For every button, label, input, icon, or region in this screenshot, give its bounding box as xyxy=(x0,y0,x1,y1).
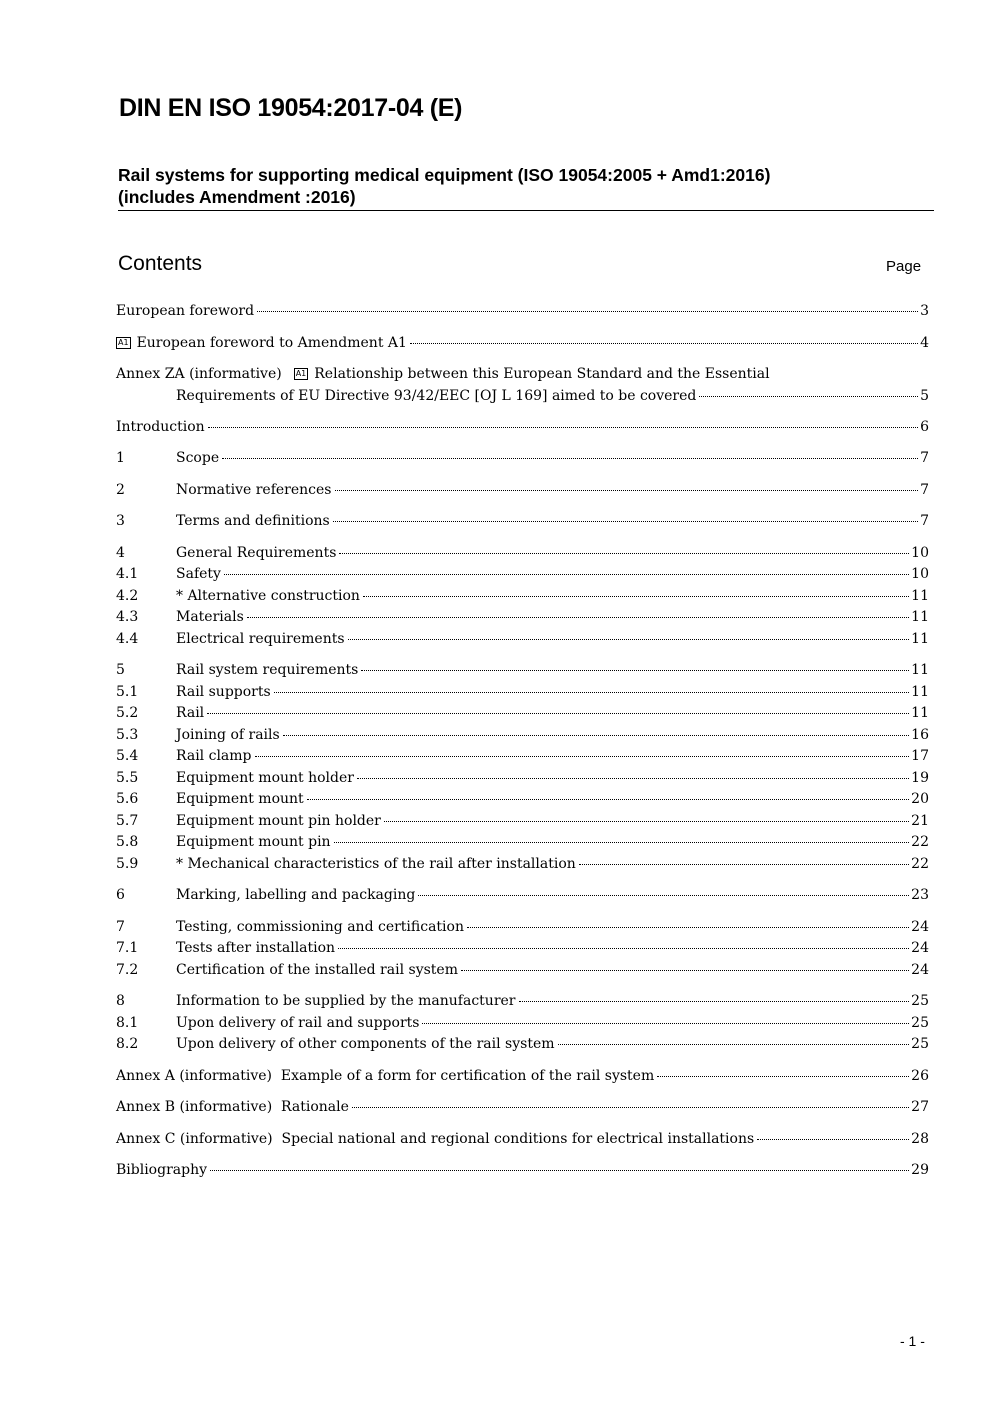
dot-leader xyxy=(274,692,910,693)
dot-leader xyxy=(461,970,909,971)
dot-leader xyxy=(333,521,918,522)
toc-entry[interactable] xyxy=(116,854,929,876)
toc-entry-page: 10 xyxy=(911,566,929,582)
toc-entry-title: Equipment mount holder xyxy=(176,770,354,786)
toc-entry-number: 4.1 xyxy=(116,566,139,582)
toc-entry-number: 7 xyxy=(116,919,125,935)
toc-entry-number: 5.1 xyxy=(116,684,139,700)
toc-entry-number: 8 xyxy=(116,993,125,1009)
toc-entry[interactable] xyxy=(116,364,929,408)
title-rule xyxy=(118,210,934,211)
toc-entry-title-line-2: Requirements of EU Directive 93/42/EEC [OJ L 169] aimed to be covered xyxy=(176,388,697,404)
toc-entry-page: 11 xyxy=(911,662,929,678)
toc-entry-page: 21 xyxy=(911,813,929,829)
toc-entry-title: * Alternative construction xyxy=(176,588,360,604)
toc-entry[interactable] xyxy=(116,301,929,323)
toc-entry-number: 6 xyxy=(116,887,125,903)
toc-entry-page: 11 xyxy=(911,588,929,604)
dot-leader xyxy=(283,735,909,736)
toc-entry-number: 5.6 xyxy=(116,791,139,807)
toc-entry-number: 5.5 xyxy=(116,770,139,786)
toc-entry-title: Upon delivery of rail and supports xyxy=(176,1015,420,1031)
dot-leader xyxy=(207,713,909,714)
toc-entry[interactable] xyxy=(116,660,929,682)
toc-entry-page: 3 xyxy=(920,303,929,319)
toc-entry-number: 7.1 xyxy=(116,940,139,956)
dot-leader xyxy=(699,396,918,397)
toc-entry-number: 4.2 xyxy=(116,588,139,604)
dot-leader xyxy=(334,842,910,843)
toc-entry-page: 7 xyxy=(920,482,929,498)
dot-leader xyxy=(255,756,910,757)
toc-entry-title: Rail xyxy=(176,705,205,721)
toc-entry[interactable] xyxy=(116,917,929,939)
toc-entry-title: European foreword xyxy=(116,303,255,319)
toc-entry-page: 27 xyxy=(911,1099,929,1115)
toc-entry-page: 11 xyxy=(911,631,929,647)
toc-entry[interactable] xyxy=(116,448,929,470)
toc-entry[interactable] xyxy=(116,885,929,907)
toc-entry-page: 16 xyxy=(911,727,929,743)
toc-entry-number: 3 xyxy=(116,513,125,529)
dot-leader xyxy=(519,1001,910,1002)
toc-entry-number: 7.2 xyxy=(116,962,139,978)
dot-leader xyxy=(352,1107,909,1108)
toc-entry[interactable] xyxy=(116,746,929,768)
toc-entry[interactable] xyxy=(116,1066,929,1088)
toc-entry-page: 25 xyxy=(911,1015,929,1031)
toc-entry-page: 24 xyxy=(911,940,929,956)
toc-entry-title: Introduction xyxy=(116,419,205,435)
toc-entry-title: Materials xyxy=(176,609,244,625)
toc-entry-page: 26 xyxy=(911,1068,929,1084)
toc-entry-page: 24 xyxy=(911,919,929,935)
toc-entry[interactable] xyxy=(116,1129,929,1151)
toc-entry[interactable] xyxy=(116,768,929,790)
toc-entry-number: 5 xyxy=(116,662,125,678)
toc-entry[interactable] xyxy=(116,960,929,982)
toc-entry[interactable] xyxy=(116,703,929,725)
toc-entry[interactable] xyxy=(116,1097,929,1119)
toc-entry-title: Annex A (informative) Example of a form for certification of the rail system xyxy=(116,1068,655,1084)
toc-entry[interactable] xyxy=(116,1034,929,1056)
dot-leader xyxy=(222,458,918,459)
toc-entry-title: General Requirements xyxy=(176,545,337,561)
toc-entry-title: Annex C (informative) Special national and regional conditions for electrical installations xyxy=(116,1131,755,1147)
dot-leader xyxy=(757,1139,909,1140)
toc-entry[interactable] xyxy=(116,586,929,608)
toc-entry-title: Equipment mount pin holder xyxy=(176,813,381,829)
amendment-a1-marker: A1 xyxy=(295,369,307,378)
toc-entry-page: 5 xyxy=(920,388,929,404)
toc-entry-number: 5.7 xyxy=(116,813,139,829)
toc-entry-title: Information to be supplied by the manufacturer xyxy=(176,993,516,1009)
toc-entry-page: 23 xyxy=(911,887,929,903)
toc-entry-page: 7 xyxy=(920,513,929,529)
toc-entry-page: 28 xyxy=(911,1131,929,1147)
toc-entry[interactable] xyxy=(116,1013,929,1035)
toc-entry-page: 11 xyxy=(911,684,929,700)
toc-entry-title: Marking, labelling and packaging xyxy=(176,887,416,903)
toc-entry-title: Rail clamp xyxy=(176,748,252,764)
toc-entry[interactable] xyxy=(116,811,929,833)
toc-entry-title: Rail system requirements xyxy=(176,662,359,678)
document-id: DIN EN ISO 19054:2017-04 (E) xyxy=(119,94,463,122)
dot-leader xyxy=(422,1023,909,1024)
toc-entry-title: * Mechanical characteristics of the rail after installation xyxy=(176,856,576,872)
toc-entry-number: 8.1 xyxy=(116,1015,139,1031)
dot-leader xyxy=(357,778,909,779)
toc-entry-title: Bibliography xyxy=(116,1162,207,1178)
toc-entry-number: 5.3 xyxy=(116,727,139,743)
toc-entry[interactable] xyxy=(116,789,929,811)
toc-entry-title: Scope xyxy=(176,450,220,466)
toc-entry[interactable] xyxy=(116,417,929,439)
toc-entry-number: 4.4 xyxy=(116,631,139,647)
dot-leader xyxy=(348,639,910,640)
toc-entry-number: 5.9 xyxy=(116,856,139,872)
dot-leader xyxy=(210,1170,909,1171)
dot-leader xyxy=(384,821,909,822)
toc-entry-title: Electrical requirements xyxy=(176,631,345,647)
dot-leader xyxy=(335,490,919,491)
toc-entry-title: Safety xyxy=(176,566,221,582)
document-subtitle xyxy=(118,164,934,208)
toc-entry-page: 25 xyxy=(911,993,929,1009)
dot-leader xyxy=(208,427,918,428)
toc-entry-page: 4 xyxy=(920,335,929,351)
dot-leader xyxy=(558,1044,910,1045)
dot-leader xyxy=(247,617,909,618)
dot-leader xyxy=(363,596,909,597)
dot-leader xyxy=(339,553,909,554)
dot-leader xyxy=(338,948,909,949)
toc-entry-page: 22 xyxy=(911,834,929,850)
dot-leader xyxy=(467,927,909,928)
toc-entry-title: European foreword to Amendment A1 xyxy=(136,335,407,351)
toc-entry[interactable] xyxy=(116,991,929,1013)
toc-entry[interactable] xyxy=(116,543,929,565)
toc-entry[interactable] xyxy=(116,682,929,704)
dot-leader xyxy=(410,343,918,344)
toc-entry-title: Equipment mount xyxy=(176,791,304,807)
toc-entry-number: 5.2 xyxy=(116,705,139,721)
toc-entry-title: Rail supports xyxy=(176,684,271,700)
toc-entry-page: 11 xyxy=(911,609,929,625)
toc-entry[interactable] xyxy=(116,629,929,651)
toc-entry-number: 4.3 xyxy=(116,609,139,625)
toc-entry-title: Equipment mount pin xyxy=(176,834,331,850)
toc-entry[interactable] xyxy=(116,607,929,629)
toc-entry-page: 24 xyxy=(911,962,929,978)
toc-entry[interactable] xyxy=(116,1160,929,1182)
page-column-label: Page xyxy=(886,258,922,275)
toc-entry-number: 4 xyxy=(116,545,125,561)
dot-leader xyxy=(361,670,909,671)
toc-entry-title-continued: Relationship between this European Standard and the Essential xyxy=(314,366,770,382)
dot-leader xyxy=(224,574,909,575)
dot-leader xyxy=(657,1076,909,1077)
toc-entry[interactable] xyxy=(116,333,929,355)
toc-entry-page: 29 xyxy=(911,1162,929,1178)
page-number-footer: - 1 - xyxy=(900,1333,925,1349)
toc-entry-title: Upon delivery of other components of the rail system xyxy=(176,1036,555,1052)
toc-entry-number: 2 xyxy=(116,482,125,498)
subtitle-line-2: (includes Amendment :2016) xyxy=(118,187,356,207)
toc-entry-page: 20 xyxy=(911,791,929,807)
toc-entry-title: Annex ZA (informative) xyxy=(116,366,282,382)
toc-entry-number: 1 xyxy=(116,450,125,466)
dot-leader xyxy=(257,311,918,312)
dot-leader xyxy=(418,895,909,896)
toc-entry[interactable] xyxy=(116,725,929,747)
toc-entry-title: Annex B (informative) Rationale xyxy=(116,1099,349,1115)
toc-entry-number: 8.2 xyxy=(116,1036,139,1052)
contents-heading: Contents xyxy=(118,252,203,275)
dot-leader xyxy=(579,864,909,865)
toc-entry-title: Tests after installation xyxy=(176,940,336,956)
toc-entry-page: 6 xyxy=(920,419,929,435)
toc-entry-title: Testing, commissioning and certification xyxy=(176,919,464,935)
toc-entry-number: 5.8 xyxy=(116,834,139,850)
dot-leader xyxy=(307,799,910,800)
toc-entry-title: Certification of the installed rail system xyxy=(176,962,458,978)
toc-entry-title: Joining of rails xyxy=(176,727,280,743)
toc-entry-page: 22 xyxy=(911,856,929,872)
toc-entry[interactable] xyxy=(116,480,929,502)
amendment-a1-marker: A1 xyxy=(118,338,129,347)
toc-entry-page: 11 xyxy=(911,705,929,721)
subtitle-line-1: Rail systems for supporting medical equipment (ISO 19054:2005 + Amd1:2016) xyxy=(118,165,771,185)
toc-entry-page: 25 xyxy=(911,1036,929,1052)
toc-entry-title: Normative references xyxy=(176,482,332,498)
toc-entry-number: 5.4 xyxy=(116,748,139,764)
toc-entry-page: 7 xyxy=(920,450,929,466)
toc-entry-page: 10 xyxy=(911,545,929,561)
toc-entry-page: 17 xyxy=(911,748,929,764)
toc-entry-page: 19 xyxy=(911,770,929,786)
toc-entry[interactable] xyxy=(116,938,929,960)
toc-entry[interactable] xyxy=(116,564,929,586)
toc-entry[interactable] xyxy=(116,511,929,533)
toc-entry-title: Terms and definitions xyxy=(176,513,330,529)
toc-entry[interactable] xyxy=(116,832,929,854)
